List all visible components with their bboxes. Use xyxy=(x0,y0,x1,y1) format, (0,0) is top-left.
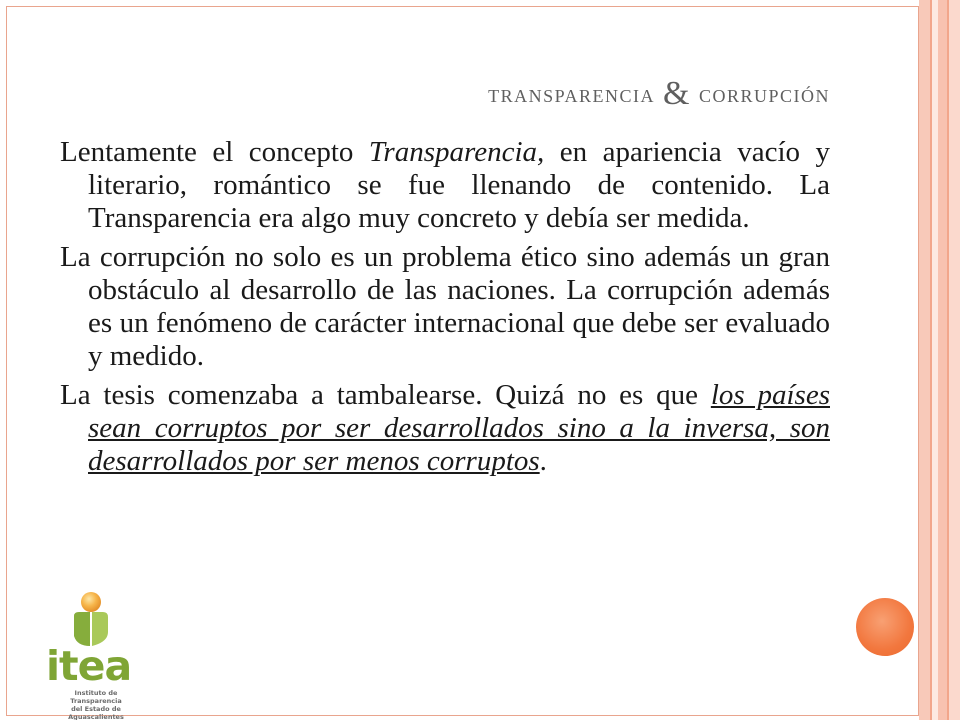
paragraph-1-text-b: en apariencia vacío y literario, romántico se fue llenando de contenido. La Transparencia era algo muy concreto y debía ser medida. xyxy=(88,136,830,234)
itea-logo xyxy=(44,590,144,720)
paragraph-3 xyxy=(60,379,830,478)
right-stripe xyxy=(949,0,960,720)
title-part-2: corrupción xyxy=(698,79,830,108)
paragraph-1-italic: Transparencia, xyxy=(368,136,545,168)
logo-subtitle xyxy=(48,689,144,720)
paragraph-1 xyxy=(60,136,830,235)
logo-wordmark: itea xyxy=(46,642,132,690)
paragraph-2 xyxy=(60,241,830,373)
accent-circle xyxy=(856,598,914,656)
title-part-1: transparencia xyxy=(488,79,656,108)
paragraph-3-text-a: La tesis comenzaba a tambalearse. Quizá no es que xyxy=(60,379,711,411)
logo-subtitle-line-1: Instituto de Transparencia xyxy=(70,689,122,705)
slide-title xyxy=(60,74,830,114)
paragraph-2-text: La corrupción no solo es un problema ético sino además un gran obstáculo al desarrollo de las naciones. La corrupción además es un fenómeno de carácter internacional que debe ser evaluado y medido. xyxy=(60,241,830,372)
paragraph-1-text-a: Lentamente el concepto xyxy=(60,136,369,168)
logo-subtitle-line-2: del Estado de Aguascalientes xyxy=(68,705,124,720)
paragraph-3-underlined: los países sean corruptos por ser desarrollados sino a la inversa, son desarrollados por ser menos corruptos xyxy=(88,379,830,477)
right-stripe xyxy=(919,0,930,720)
slide-body xyxy=(60,136,830,484)
right-stripe xyxy=(938,0,947,720)
paragraph-3-text-b: . xyxy=(539,445,547,477)
title-ampersand: & xyxy=(663,75,691,112)
logo-figure-icon xyxy=(68,590,114,650)
